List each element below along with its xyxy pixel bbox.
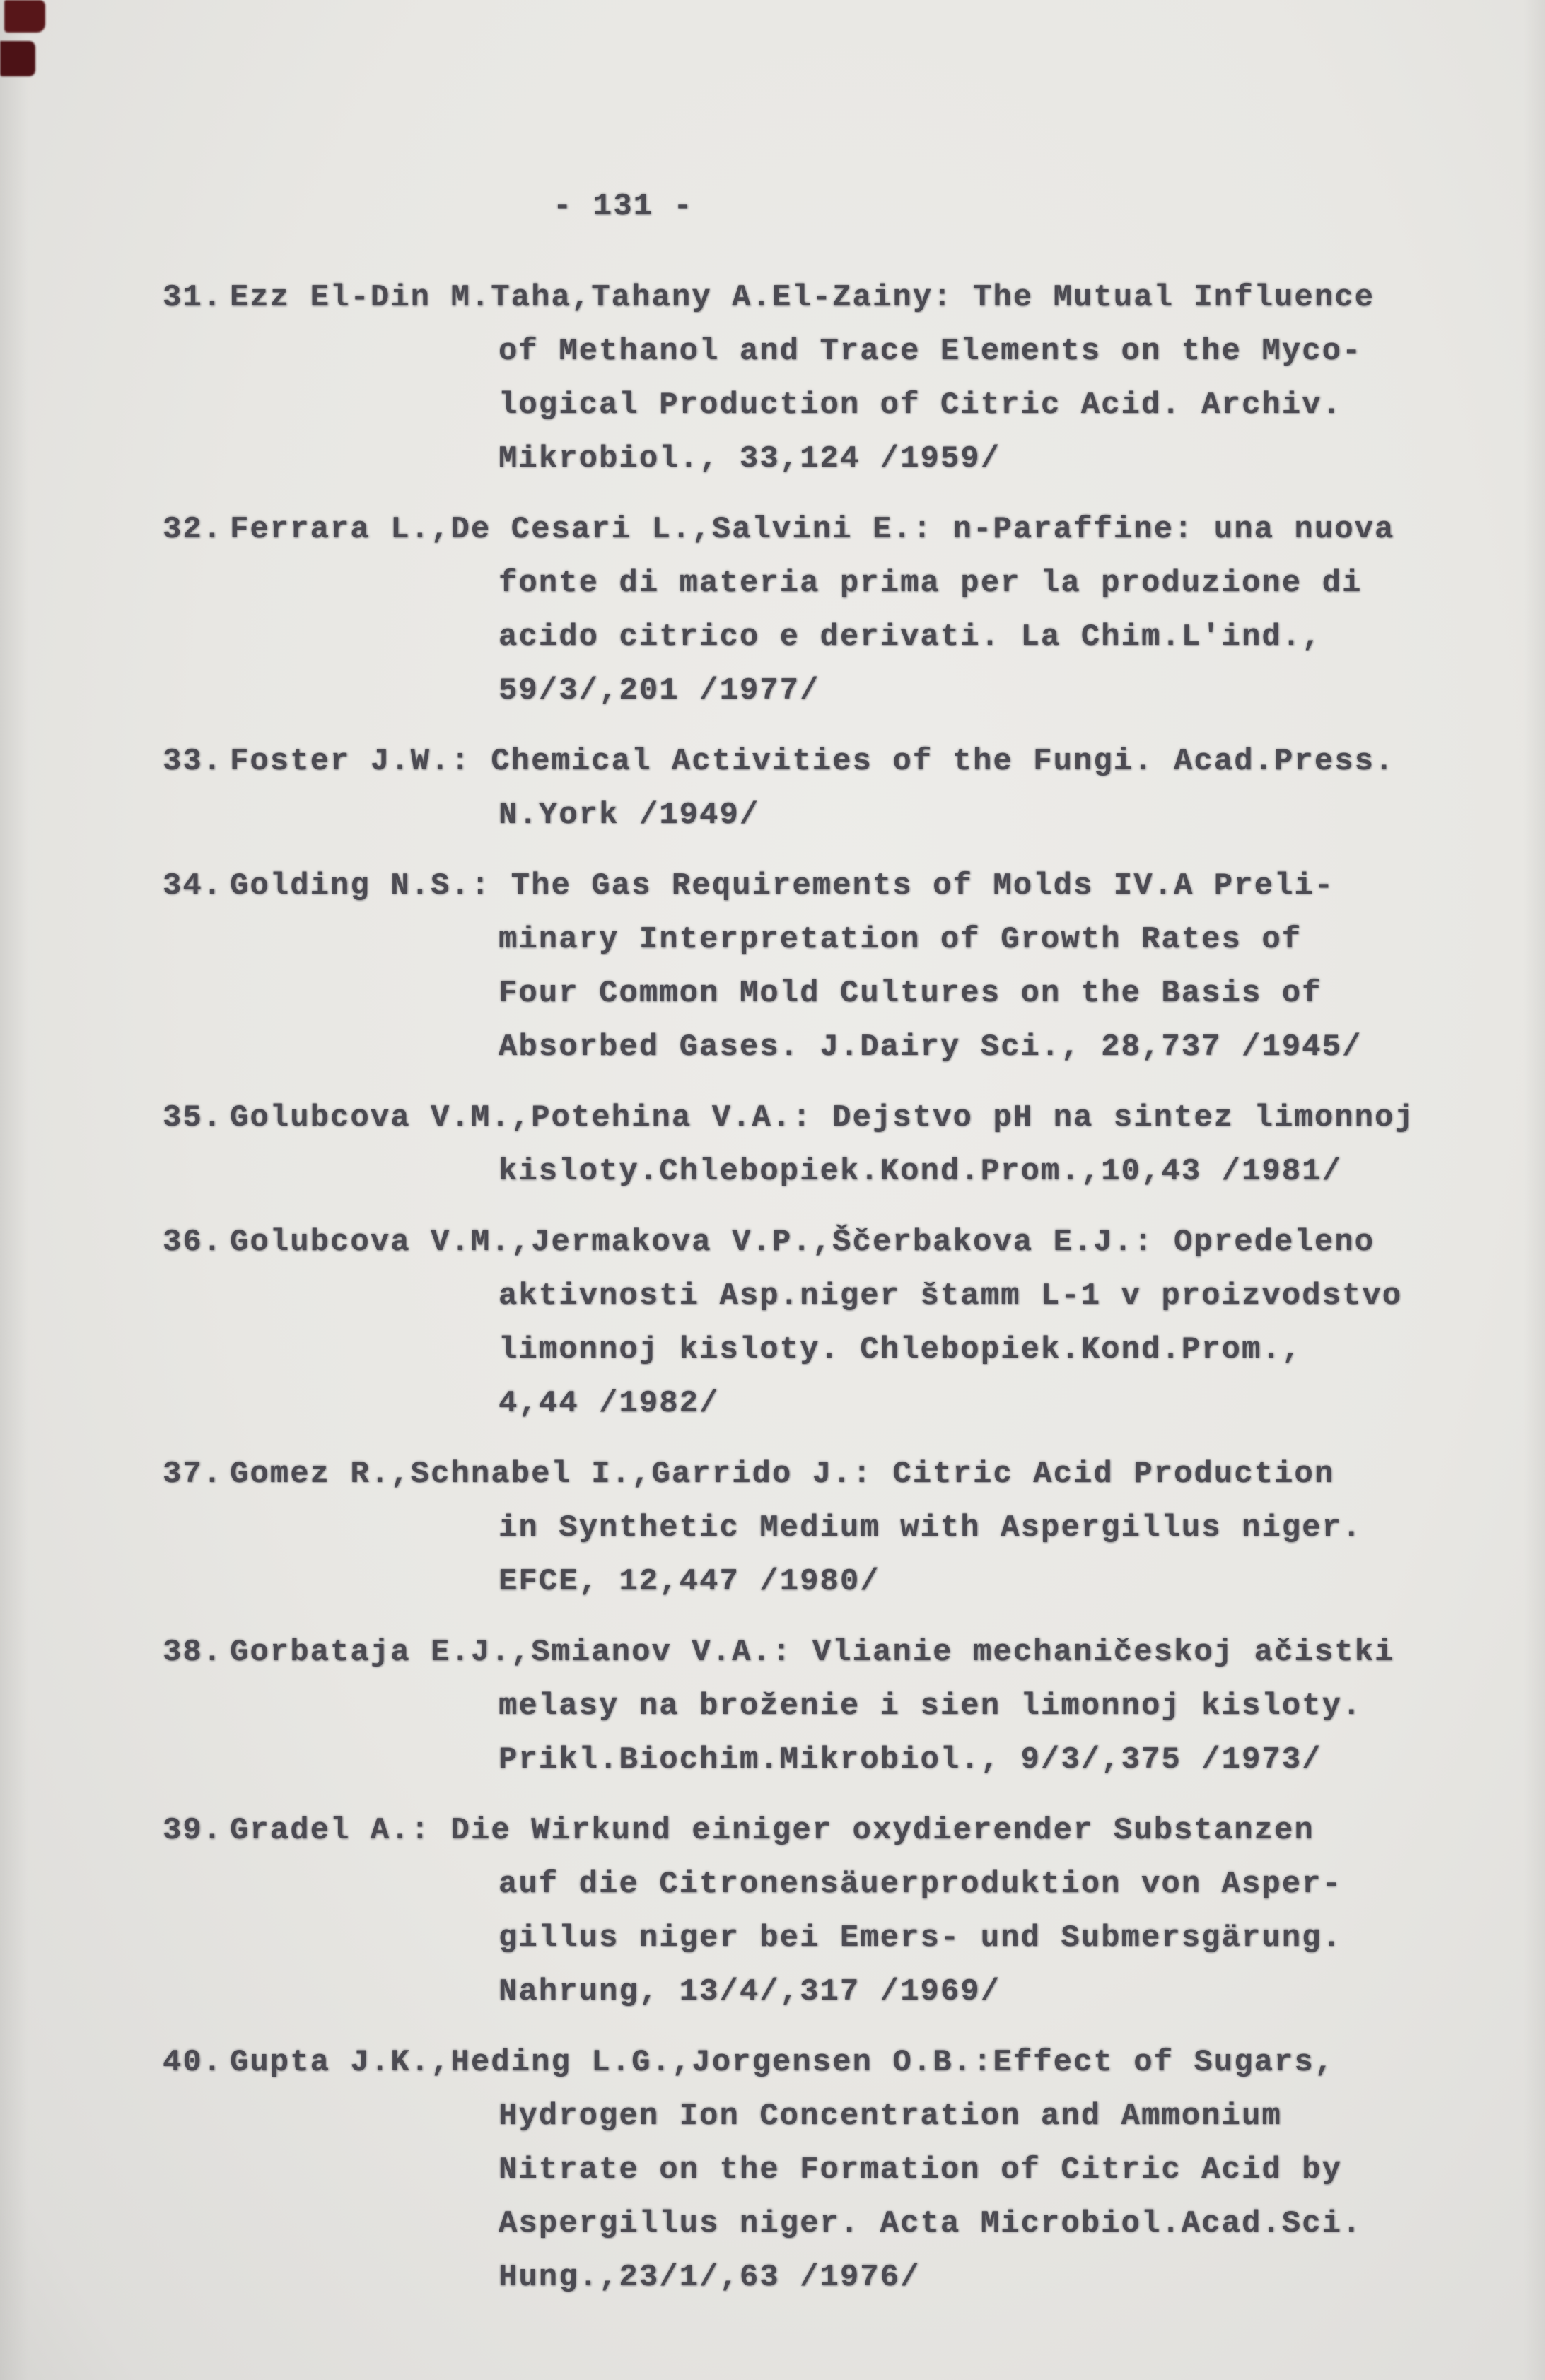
- reference-entry: [0, 1215, 1545, 1430]
- reference-line: in Synthetic Medium with Aspergillus niger.: [499, 1510, 1363, 1546]
- reference-lines: [0, 735, 1545, 842]
- reference-line: Aspergillus niger. Acta Microbiol.Acad.Sci.: [499, 2206, 1363, 2241]
- reference-line: Golding N.S.: The Gas Requirements of Molds IV.A Preli-: [230, 868, 1335, 904]
- reference-line: Hung.,23/1/,63 /1976/: [499, 2260, 921, 2295]
- reference-number: 35.: [163, 1100, 223, 1136]
- reference-lines: [0, 271, 1545, 486]
- reference-lines: [0, 2036, 1545, 2304]
- reference-line: auf die Citronensäuerproduktion von Asper-: [499, 1867, 1342, 1902]
- reference-line: Golubcova V.M.,Potehina V.A.: Dejstvo pH na sintez limonnoj: [230, 1100, 1415, 1136]
- reference-line: Gomez R.,Schnabel I.,Garrido J.: Citric Acid Production: [230, 1457, 1335, 1492]
- reference-lines: [0, 1091, 1545, 1198]
- reference-line: EFCE, 12,447 /1980/: [499, 1564, 880, 1599]
- reference-line: Ezz El-Din M.Taha,Tahany A.El-Zainy: The Mutual Influence: [230, 280, 1375, 315]
- reference-entry: [0, 1091, 1545, 1198]
- reference-line: Hydrogen Ion Concentration and Ammonium: [499, 2099, 1282, 2134]
- reference-line: fonte di materia prima per la produzione di: [499, 566, 1363, 601]
- reference-line: limonnoj kisloty. Chlebopiek.Kond.Prom.,: [499, 1332, 1302, 1367]
- reference-line: Gupta J.K.,Heding L.G.,Jorgensen O.B.:Effect of Sugars,: [230, 2045, 1335, 2080]
- reference-line: Foster J.W.: Chemical Activities of the Fungi. Acad.Press.: [230, 744, 1395, 779]
- reference-line: acido citrico e derivati. La Chim.L'ind.,: [499, 619, 1322, 655]
- reference-line: logical Production of Citric Acid. Archiv.: [499, 387, 1342, 423]
- reference-line: minary Interpretation of Growth Rates of: [499, 922, 1302, 957]
- reference-entry: [0, 503, 1545, 718]
- reference-number: 32.: [163, 512, 223, 547]
- reference-lines: [0, 1626, 1545, 1787]
- reference-lines: [0, 1804, 1545, 2019]
- reference-number: 37.: [163, 1457, 223, 1492]
- reference-line: 59/3/,201 /1977/: [499, 673, 820, 708]
- reference-line: of Methanol and Trace Elements on the Myco-: [499, 334, 1363, 369]
- reference-line: Mikrobiol., 33,124 /1959/: [499, 441, 1001, 477]
- reference-entry: [0, 735, 1545, 842]
- scan-edge-mark: [0, 41, 35, 76]
- reference-line: 4,44 /1982/: [499, 1386, 720, 1421]
- reference-line: Four Common Mold Cultures on the Basis of: [499, 976, 1322, 1011]
- reference-lines: [0, 1215, 1545, 1430]
- reference-line: Absorbed Gases. J.Dairy Sci., 28,737 /1945/: [499, 1029, 1363, 1065]
- reference-number: 36.: [163, 1225, 223, 1260]
- reference-line: kisloty.Chlebopiek.Kond.Prom.,10,43 /1981/: [499, 1154, 1342, 1189]
- reference-line: N.York /1949/: [499, 798, 760, 833]
- reference-lines: [0, 503, 1545, 718]
- scan-edge-mark: [4, 0, 45, 33]
- reference-entry: [0, 271, 1545, 486]
- reference-entry: [0, 1804, 1545, 2019]
- reference-line: Ferrara L.,De Cesari L.,Salvini E.: n-Paraffine: una nuova: [230, 512, 1395, 547]
- reference-number: 33.: [163, 744, 223, 779]
- reference-line: gillus niger bei Emers- und Submersgärung.: [499, 1920, 1342, 1956]
- page-number: - 131 -: [553, 189, 694, 224]
- reference-line: Gradel A.: Die Wirkund einiger oxydierender Substanzen: [230, 1813, 1314, 1848]
- reference-line: melasy na broženie i sien limonnoj kisloty.: [499, 1688, 1363, 1724]
- reference-line: Nitrate on the Formation of Citric Acid by: [499, 2152, 1342, 2188]
- reference-number: 39.: [163, 1813, 223, 1848]
- reference-number: 38.: [163, 1635, 223, 1670]
- reference-entry: [0, 1626, 1545, 1787]
- reference-number: 40.: [163, 2045, 223, 2080]
- reference-entry: [0, 1447, 1545, 1609]
- reference-list: [0, 271, 1545, 2321]
- reference-line: aktivnosti Asp.niger štamm L-1 v proizvodstvo: [499, 1278, 1403, 1314]
- reference-line: Prikl.Biochim.Mikrobiol., 9/3/,375 /1973/: [499, 1742, 1322, 1778]
- reference-entry: [0, 859, 1545, 1074]
- reference-entry: [0, 2036, 1545, 2304]
- reference-line: Nahrung, 13/4/,317 /1969/: [499, 1974, 1001, 2009]
- reference-lines: [0, 1447, 1545, 1609]
- reference-number: 31.: [163, 280, 223, 315]
- reference-line: Gorbataja E.J.,Smianov V.A.: Vlianie mechaničeskoj ačistki: [230, 1635, 1395, 1670]
- reference-number: 34.: [163, 868, 223, 904]
- reference-lines: [0, 859, 1545, 1074]
- reference-line: Golubcova V.M.,Jermakova V.P.,Ščerbakova E.J.: Opredeleno: [230, 1225, 1375, 1260]
